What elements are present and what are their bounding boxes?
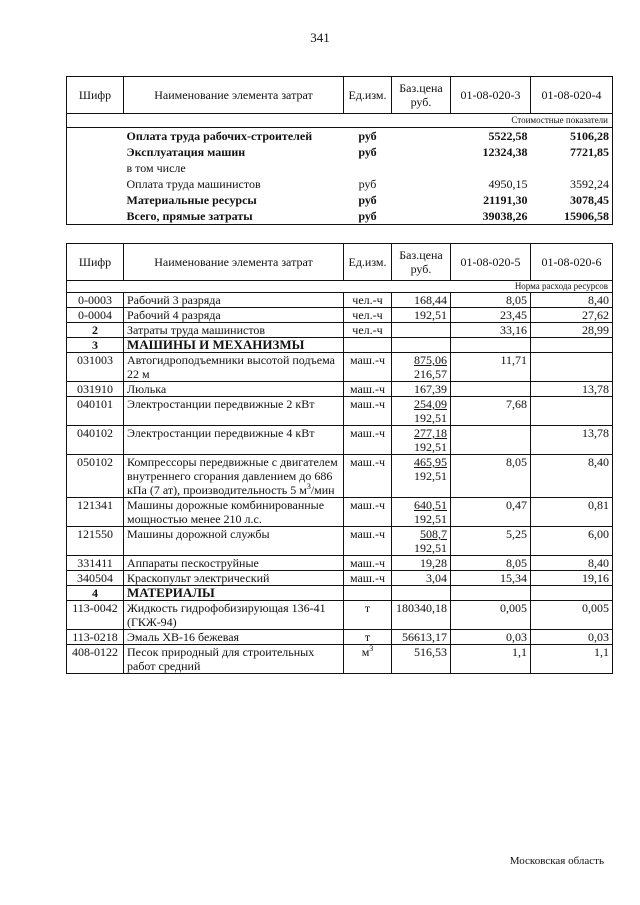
cell-value-2: 1,1 [531,645,613,674]
price-current: 277,18 [414,426,447,440]
cell-unit [344,571,392,586]
cell-unit [344,426,392,455]
price-current: 508,7 [420,527,447,541]
table-subheader: Норма расхода ресурсов [67,281,613,293]
cell-price [392,308,451,323]
cell-price [392,571,451,586]
cell-unit: руб [358,145,377,159]
table-row [67,645,613,674]
cell-value-1 [451,426,531,455]
page-number: 341 [310,30,330,45]
cell-price [392,160,451,176]
cell-price [392,353,451,382]
cell-value-1: 39038,26 [451,208,531,225]
cell-unit [344,498,392,527]
cell-price [392,144,451,160]
cell-price [392,527,451,556]
price-wage: 216,57 [414,367,447,381]
cell-unit-text: чел.-ч [352,323,383,337]
cell-unit-text: маш.-ч [349,397,386,411]
cell-value-1: 0,03 [451,630,531,645]
cell-value-1: 8,05 [451,455,531,498]
price-current: 875,06 [414,353,447,367]
cell-code: 0-0003 [67,293,124,308]
cell-unit-text: м [361,645,370,659]
cell-value-2: 27,62 [531,308,613,323]
cell-value-2 [531,586,613,601]
table-row [67,308,613,323]
cell-value-1: 7,68 [451,397,531,426]
col-header-code: Шифр [67,77,124,114]
cell-name-text: Краскопульт электрический [127,571,270,585]
cell-value-1: 8,05 [451,293,531,308]
cell-unit-text: т [364,601,371,615]
cell-code: 408-0122 [67,645,124,674]
cell-code: 3 [67,338,124,353]
cell-value-2: 13,78 [531,426,613,455]
cell-code: 040102 [67,426,124,455]
cell-value-1: 12324,38 [482,145,528,159]
cell-price [392,645,451,674]
cell-unit-text: маш.-ч [349,353,386,367]
price-current: 640,51 [414,498,447,512]
cell-name [124,571,344,586]
cell-name [124,556,344,571]
cell-value-1: 0,005 [451,601,531,630]
price-wage: 192,51 [414,440,447,454]
cell-value-1: 11,71 [451,353,531,382]
cell-unit [344,323,392,338]
cell-price [392,382,451,397]
cell-value-1 [451,382,531,397]
cell-unit-text: маш.-ч [349,527,386,541]
cell-name: в том числе [126,161,186,175]
cell-unit-text: маш.-ч [349,498,386,512]
table-row [67,426,613,455]
cell-price [392,498,451,527]
cell-unit: руб [344,208,392,225]
cell-name-text: Электростанции передвижные 4 кВт [127,426,315,440]
cell-unit [344,382,392,397]
cell-price [392,630,451,645]
cell-unit: руб [358,177,377,191]
price-current: 254,09 [414,397,447,411]
cell-value-2: 6,00 [531,527,613,556]
table-subheader: Стоимостные показатели [67,114,613,128]
table-row [67,192,613,208]
cell-value-1: 1,1 [451,645,531,674]
cell-name-text: Автогидроподъемники высотой подъема 22 м [127,353,335,381]
price-current: 465,95 [414,455,447,469]
cell-price [392,128,451,145]
section-row [67,586,613,601]
cell-name [124,630,344,645]
table-row [67,128,613,145]
cell-unit [344,455,392,498]
price-value: 56613,17 [402,630,447,644]
cell-value-1: 5,25 [451,527,531,556]
table-row [67,382,613,397]
cell-name-text: Затраты труда машинистов [127,323,266,337]
table-row [67,293,613,308]
cell-name-text: Машины дорожной службы [127,527,270,541]
cell-value-2: 0,03 [531,630,613,645]
cell-unit: руб [358,129,377,143]
cell-code [67,192,124,208]
cell-unit [344,630,392,645]
cell-code: 331411 [67,556,124,571]
cell-name-text: Жидкость гидрофобизирующая 136-41 (ГКЖ-94) [127,601,326,629]
cell-price [392,455,451,498]
cell-unit: руб [358,193,377,207]
section-title: МАШИНЫ И МЕХАНИЗМЫ [124,338,344,353]
cell-value-2 [531,338,613,353]
superscript: 3 [369,644,374,653]
cell-name-text: Компрессоры передвижные с двигателем внутреннего сгорания давлением до 686 кПа (7 ат), производительность 5 м [127,455,338,497]
cell-unit-text: т [364,630,371,644]
cell-value-2 [531,397,613,426]
cell-value-1 [451,338,531,353]
cell-name: Оплата труда рабочих-строителей [126,129,313,143]
cell-code: 031003 [67,353,124,382]
cell-unit [344,353,392,382]
cell-value-1: 33,16 [451,323,531,338]
cell-name-text: Рабочий 4 разряда [127,308,221,322]
cell-value-2: 7721,85 [531,144,613,160]
cell-value-1: 15,34 [451,571,531,586]
price-wage: 192,51 [414,469,447,483]
cell-value-2 [531,353,613,382]
section-title: МАТЕРИАЛЫ [124,586,344,601]
col-header-name: Наименование элемента затрат [124,77,344,114]
cell-unit [344,308,392,323]
col-header-unit: Ед.изм. [344,244,392,281]
price-value: 192,51 [414,308,447,322]
price-value: 167,39 [414,382,447,396]
cell-code: 050102 [67,455,124,498]
col-header-price: Баз.цена руб. [392,77,451,114]
cell-name-suffix: /мин [310,483,335,497]
cell-value-2: 8,40 [531,455,613,498]
cell-name-text: Люлька [127,382,167,396]
cell-price [392,338,451,353]
cell-value-2 [531,160,613,176]
price-wage: 192,51 [414,512,447,526]
cell-price [392,601,451,630]
table-row [67,571,613,586]
cell-value-2: 3592,24 [531,176,613,192]
cell-unit-text: маш.-ч [349,571,386,585]
table-row [67,556,613,571]
col-header-name: Наименование элемента затрат [124,244,344,281]
cell-price [392,293,451,308]
cell-code [67,160,124,176]
cell-value-1 [451,586,531,601]
table-row [67,176,613,192]
table-row [67,144,613,160]
cell-code: 113-0218 [67,630,124,645]
cell-name [124,323,344,338]
price-value: 180340,18 [396,601,447,615]
cell-name-text: Песок природный для строительных работ средний [127,645,315,673]
cell-name-text: Рабочий 3 разряда [127,293,221,307]
cell-value-2: 8,40 [531,556,613,571]
price-value: 19,28 [420,556,447,570]
cell-value-2: 15906,58 [531,208,613,225]
cell-name-text: Эмаль ХВ-16 бежевая [127,630,240,644]
footer-region: Московская область [509,855,604,867]
cell-name [124,382,344,397]
price-value: 168,44 [414,293,447,307]
table-row [67,323,613,338]
cell-value-1: 23,45 [451,308,531,323]
cell-value-1 [451,160,531,176]
cell-value-2: 28,99 [531,323,613,338]
cell-name [124,353,344,382]
table-row [67,601,613,630]
cell-code: 2 [67,323,124,338]
cell-name [124,455,344,498]
cell-unit [344,586,392,601]
cell-value-1: 8,05 [451,556,531,571]
price-wage: 192,51 [414,411,447,425]
cell-name [124,293,344,308]
col-header-code-2: 01-08-020-6 [531,244,613,281]
cell-price [392,176,451,192]
cell-value-2: 3078,45 [531,192,613,208]
cost-indicators-table [66,76,613,225]
cell-price [392,586,451,601]
cell-code: 4 [67,586,124,601]
price-wage: 192,51 [414,541,447,555]
cell-name-text: Аппараты пескоструйные [127,556,259,570]
cell-code: 121341 [67,498,124,527]
cell-unit [344,160,392,176]
superscript: 3 [306,482,311,491]
cell-name: Эксплуатация машин [126,145,246,159]
cell-price [392,192,451,208]
cell-price [392,556,451,571]
cell-name: Оплата труда машинистов [126,177,261,191]
cell-code [67,176,124,192]
col-header-code-1: 01-08-020-5 [451,244,531,281]
cell-unit-text: чел.-ч [352,308,383,322]
cell-unit-text: маш.-ч [349,382,386,396]
cell-unit [344,338,392,353]
price-value: 3,04 [426,571,447,585]
col-header-code-1: 01-08-020-3 [451,77,531,114]
cell-unit [344,527,392,556]
table-row [67,353,613,382]
cell-unit [344,397,392,426]
price-value: 516,53 [414,645,447,659]
table-row [67,630,613,645]
cell-name [124,645,344,674]
cell-name: Всего, прямые затраты [124,208,344,225]
cell-name [124,426,344,455]
cell-code [67,208,124,225]
cell-name [124,527,344,556]
table-row [67,527,613,556]
col-header-unit: Ед.изм. [344,77,392,114]
cell-code: 113-0042 [67,601,124,630]
cell-name: Материальные ресурсы [126,193,257,207]
cell-price [392,397,451,426]
cell-price [392,426,451,455]
table-row [67,160,613,176]
section-row [67,338,613,353]
cell-code: 031910 [67,382,124,397]
cell-name-text: Машины дорожные комбинированные мощностью менее 210 л.с. [127,498,325,526]
col-header-code-2: 01-08-020-4 [531,77,613,114]
cell-value-2: 0,81 [531,498,613,527]
col-header-price: Баз.цена руб. [392,244,451,281]
cell-value-2: 8,40 [531,293,613,308]
cell-code [67,128,124,145]
cell-unit-text: маш.-ч [349,455,386,469]
cell-unit [344,293,392,308]
table-row [67,498,613,527]
cell-unit [344,601,392,630]
cell-name [124,498,344,527]
cell-unit-text: чел.-ч [352,293,383,307]
cell-value-2: 19,16 [531,571,613,586]
cell-unit-text: маш.-ч [349,426,386,440]
cell-value-1: 5522,58 [488,129,528,143]
cell-value-2: 0,005 [531,601,613,630]
cell-code [67,144,124,160]
cell-code: 340504 [67,571,124,586]
cell-unit [344,645,392,674]
table-row [67,208,613,225]
col-header-code: Шифр [67,244,124,281]
table-row [67,455,613,498]
cell-name [124,397,344,426]
cell-name [124,601,344,630]
cell-price [392,208,451,225]
cell-value-1: 0,47 [451,498,531,527]
cell-name [124,308,344,323]
cell-unit-text: маш.-ч [349,556,386,570]
cell-unit [344,556,392,571]
cell-code: 040101 [67,397,124,426]
cell-code: 121550 [67,527,124,556]
cell-value-1: 4950,15 [488,177,528,191]
table-row [67,397,613,426]
resource-norms-table [66,243,613,674]
cell-value-2: 13,78 [531,382,613,397]
cell-code: 0-0004 [67,308,124,323]
cell-value-2: 5106,28 [531,128,613,145]
cell-name-text: Электростанции передвижные 2 кВт [127,397,315,411]
cell-value-1: 21191,30 [483,193,528,207]
cell-price [392,323,451,338]
